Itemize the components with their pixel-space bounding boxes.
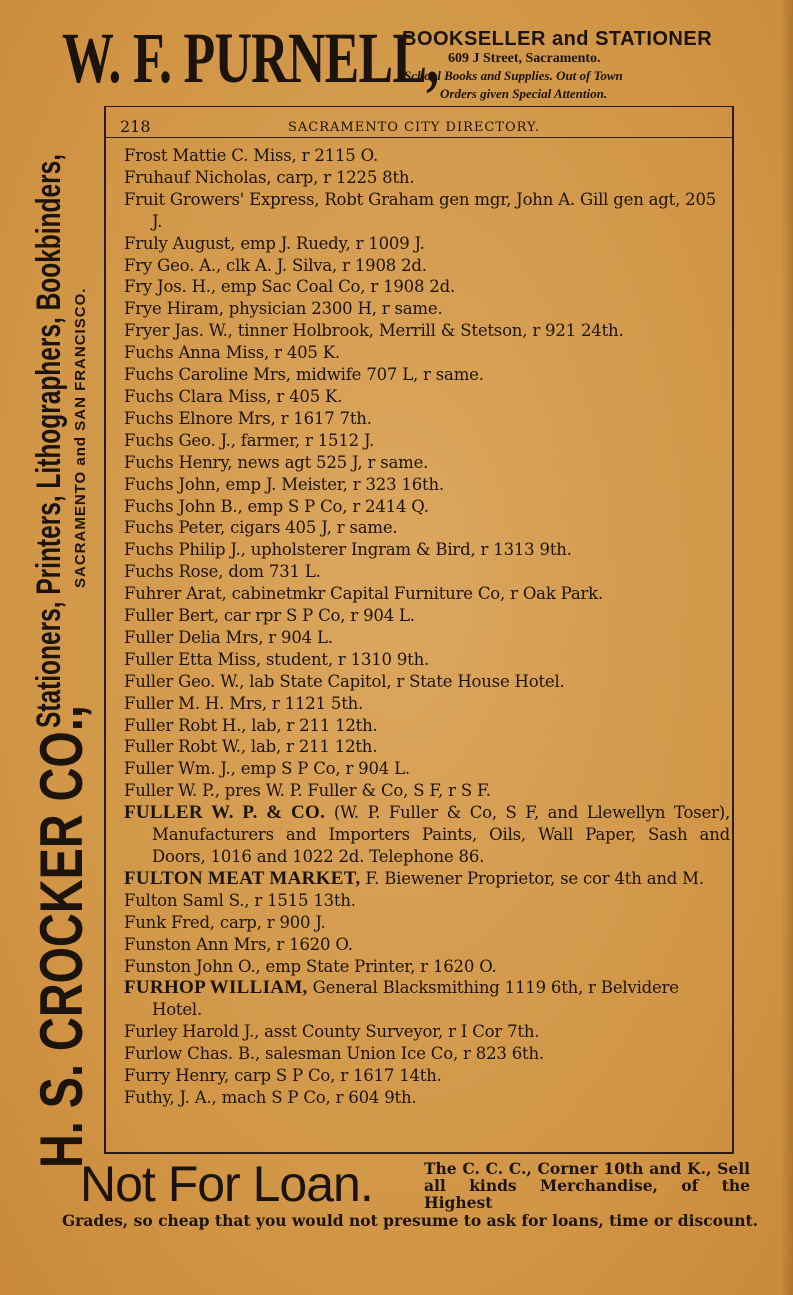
list-item: Fuller Bert, car rpr S P Co, r 904 L. [124, 606, 415, 626]
list-item: Fry Jos. H., emp Sac Coal Co, r 1908 2d. [124, 277, 456, 297]
list-item: Fulton Saml S., r 1515 13th. [124, 890, 356, 910]
list-item: Fry Geo. A., clk A. J. Silva, r 1908 2d. [124, 255, 427, 275]
list-item: Fruly August, emp J. Ruedy, r 1009 J. [124, 233, 425, 253]
crocker-cities: SACRAMENTO and SAN FRANCISCO. [72, 287, 89, 588]
fuller-co-text: (W. P. Fuller & Co, S F, and Llewellyn Toser), Manufacturers and Importers Paints, Oils, Wall Paper, Sash and Doors, 1016 and 1022 2d. Telephone 86. [152, 803, 730, 866]
furhop-text: General Blacksmithing 1119 6th, r Belvidere Hotel. [152, 978, 679, 1020]
list-item: Fuchs Philip J., upholsterer Ingram & Bird, r 1313 9th. [124, 540, 572, 560]
list-item: Frost Mattie C. Miss, r 2115 O. [124, 146, 378, 165]
list-item: Fuchs Elnore Mrs, r 1617 7th. [124, 408, 372, 428]
list-item: Fuller Delia Mrs, r 904 L. [124, 627, 333, 647]
grades-text: Grades, so cheap that you would not presume to ask for loans, time or discount. [61, 1211, 759, 1230]
side-advertisement [28, 58, 102, 1168]
crocker-name: H. S. CROCKER CO., [28, 705, 95, 1168]
list-item: Funston John O., emp State Printer, r 1620 O. [124, 956, 497, 976]
not-for-loan-headline: Not For Loan. [80, 1156, 373, 1212]
list-item: Furlow Chas. B., salesman Union Ice Co, r 823 6th. [124, 1044, 544, 1064]
list-item: Fuller Wm. J., emp S P Co, r 904 L. [124, 759, 410, 779]
list-item: Fuchs Geo. J., farmer, r 1512 J. [124, 430, 375, 450]
list-item: Fuchs Caroline Mrs, midwife 707 L, r same. [124, 365, 484, 385]
list-item: Fuhrer Arat, cabinetmkr Capital Furniture Co, r Oak Park. [124, 584, 603, 604]
list-item: Fuchs Clara Miss, r 405 K. [124, 386, 343, 406]
fuller-co-name: FULLER W. P. & CO. [124, 802, 326, 824]
list-item: Fuller Robt W., lab, r 211 12th. [124, 737, 378, 757]
directory-page [104, 106, 734, 1154]
list-item-fulton-market [124, 868, 730, 890]
page-edge-shadow [781, 0, 793, 1295]
running-title: SACRAMENTO CITY DIRECTORY. [288, 120, 541, 135]
fulton-text: F. Biewener Proprietor, se cor 4th and M. [360, 868, 704, 888]
list-item: Furry Henry, carp S P Co, r 1617 14th. [124, 1066, 442, 1086]
list-item: Fuller Robt H., lab, r 211 12th. [124, 715, 378, 735]
footer-advertisement [0, 1155, 793, 1295]
list-item: Fuller W. P., pres W. P. Fuller & Co, S F, r S F. [124, 781, 491, 801]
list-item: Fuchs Peter, cigars 405 J, r same. [124, 518, 398, 538]
list-item: Fuller Geo. W., lab State Capitol, r State House Hotel. [124, 671, 565, 691]
list-item: Fuchs Henry, news agt 525 J, r same. [124, 452, 429, 472]
crocker-services: Stationers, Printers, Lithographers, Bookbinders, [30, 153, 68, 728]
list-item: Fryer Jas. W., tinner Holbrook, Merrill & Stetson, r 921 24th. [124, 321, 624, 341]
purnell-line3: Orders given Special Attention. [440, 86, 608, 101]
page-header [106, 115, 732, 138]
fulton-name: FULTON MEAT MARKET, [124, 867, 361, 889]
list-item-furhop [124, 977, 730, 1021]
list-item: Funk Fred, carp, r 900 J. [124, 912, 326, 932]
purnell-name: W. F. PURNELL, [62, 18, 439, 98]
list-item: Futhy, J. A., mach S P Co, r 604 9th. [124, 1087, 417, 1107]
list-item: Furley Harold J., asst County Surveyor, r I Cor 7th. [124, 1022, 540, 1042]
top-advertisement [0, 0, 793, 110]
list-item: Funston Ann Mrs, r 1620 O. [124, 934, 353, 954]
ccc-text: The C. C. C., Corner 10th and K., Sell all kinds Merchandise, of the Highest [424, 1159, 750, 1212]
purnell-title: BOOKSELLER and STATIONER [402, 28, 713, 50]
list-item: Fuchs Anna Miss, r 405 K. [124, 343, 340, 363]
list-item: Fuchs John, emp J. Meister, r 323 16th. [124, 474, 444, 494]
list-item-fuller-co [124, 802, 730, 868]
purnell-line2: School Books and Supplies. Out of Town [404, 68, 623, 83]
list-item: Fruit Growers' Express, Robt Graham gen mgr, John A. Gill gen agt, 205 J. [124, 189, 717, 231]
directory-entries [124, 145, 730, 1109]
furhop-name: FURHOP WILLIAM, [124, 977, 308, 999]
list-item: Fruhauf Nicholas, carp, r 1225 8th. [124, 167, 415, 187]
page-number: 218 [120, 117, 151, 136]
list-item: Fuller M. H. Mrs, r 1121 5th. [124, 693, 364, 713]
list-item: Fuchs John B., emp S P Co, r 2414 Q. [124, 496, 429, 516]
list-item: Frye Hiram, physician 2300 H, r same. [124, 299, 443, 319]
purnell-address: 609 J Street, Sacramento. [448, 51, 601, 66]
list-item: Fuller Etta Miss, student, r 1310 9th. [124, 649, 430, 669]
list-item: Fuchs Rose, dom 731 L. [124, 562, 321, 582]
